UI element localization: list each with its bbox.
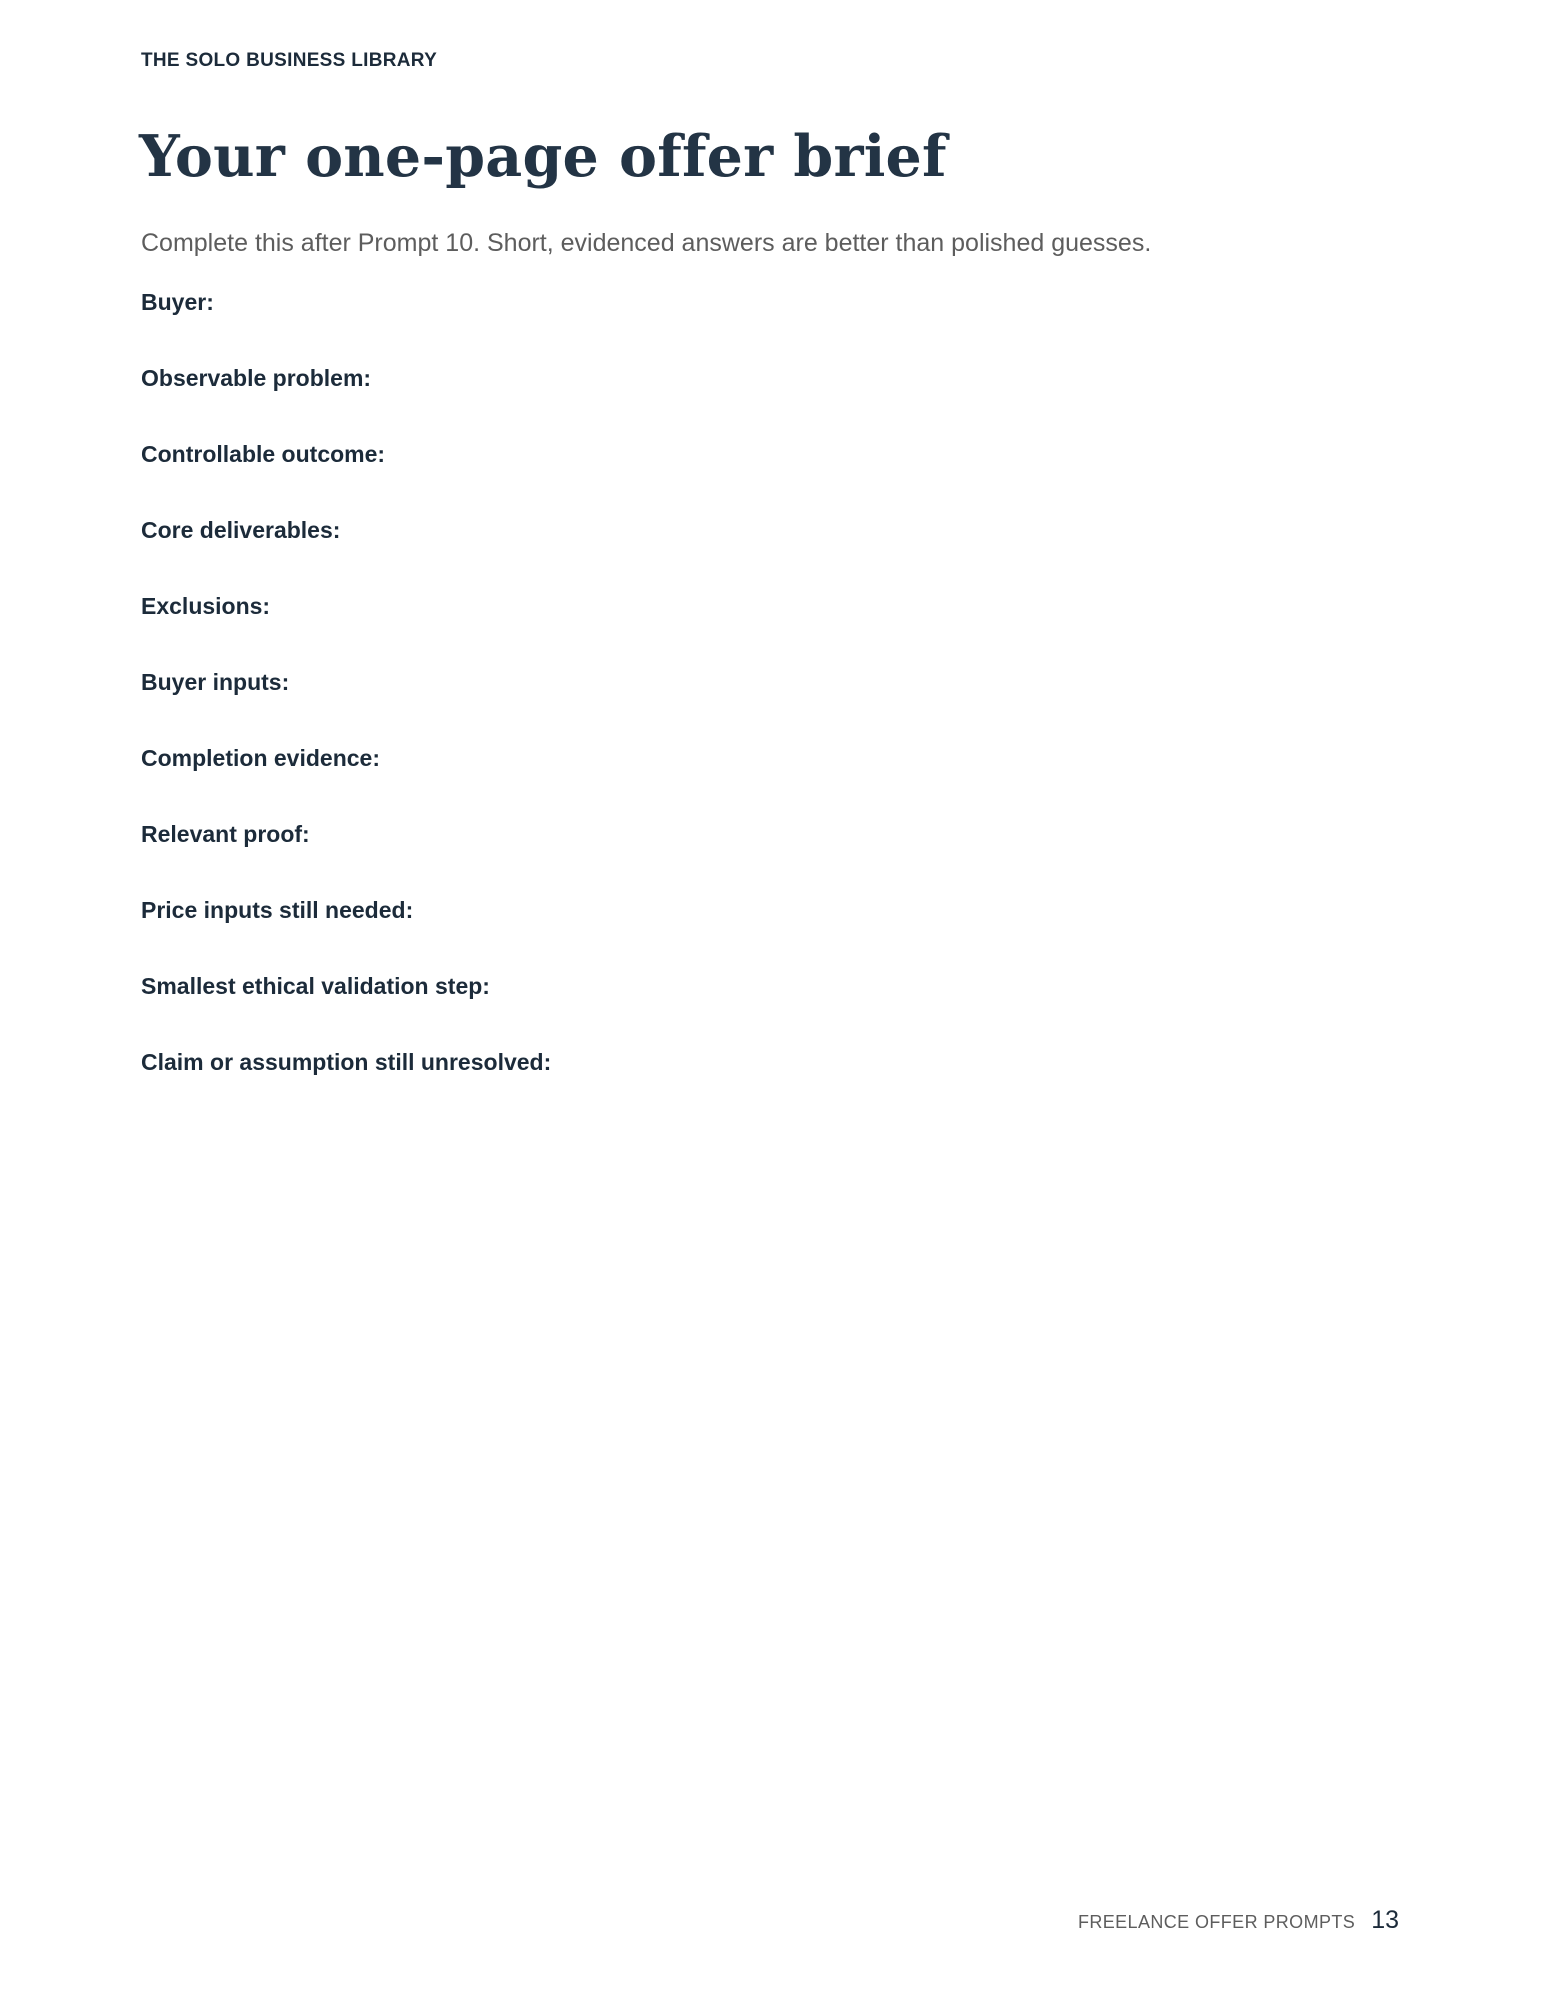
field-label: Exclusions:: [141, 593, 271, 619]
field-label: Relevant proof:: [141, 821, 310, 847]
field-label: Completion evidence:: [141, 745, 380, 771]
field-label: Buyer inputs:: [141, 669, 290, 695]
page-title: Your one-page offer brief: [139, 123, 947, 190]
field-relevant-proof: [141, 817, 551, 893]
library-header: THE SOLO BUSINESS LIBRARY: [141, 50, 438, 71]
field-exclusions: [141, 589, 551, 665]
offer-brief-fields: [141, 285, 551, 1121]
intro-text: Complete this after Prompt 10. Short, evidenced answers are better than polished guesses.: [141, 229, 1152, 257]
field-buyer: [141, 285, 551, 361]
footer-title: FREELANCE OFFER PROMPTS: [1077, 1912, 1356, 1932]
field-label: Claim or assumption still unresolved:: [141, 1049, 552, 1075]
field-core-deliverables: [141, 513, 551, 589]
field-completion-evidence: [141, 741, 551, 817]
field-observable-problem: [141, 361, 551, 437]
page-number: 13: [1371, 1906, 1399, 1934]
field-validation-step: [141, 969, 551, 1045]
field-unresolved-claim: [141, 1045, 551, 1121]
page-footer: [1078, 1906, 1399, 1935]
field-label: Smallest ethical validation step:: [141, 973, 490, 999]
field-label: Core deliverables:: [141, 517, 341, 543]
field-label: Controllable outcome:: [141, 441, 386, 467]
field-label: Buyer:: [141, 289, 214, 315]
field-controllable-outcome: [141, 437, 551, 513]
field-label: Price inputs still needed:: [141, 897, 414, 923]
field-buyer-inputs: [141, 665, 551, 741]
field-label: Observable problem:: [141, 365, 372, 391]
field-price-inputs: [141, 893, 551, 969]
